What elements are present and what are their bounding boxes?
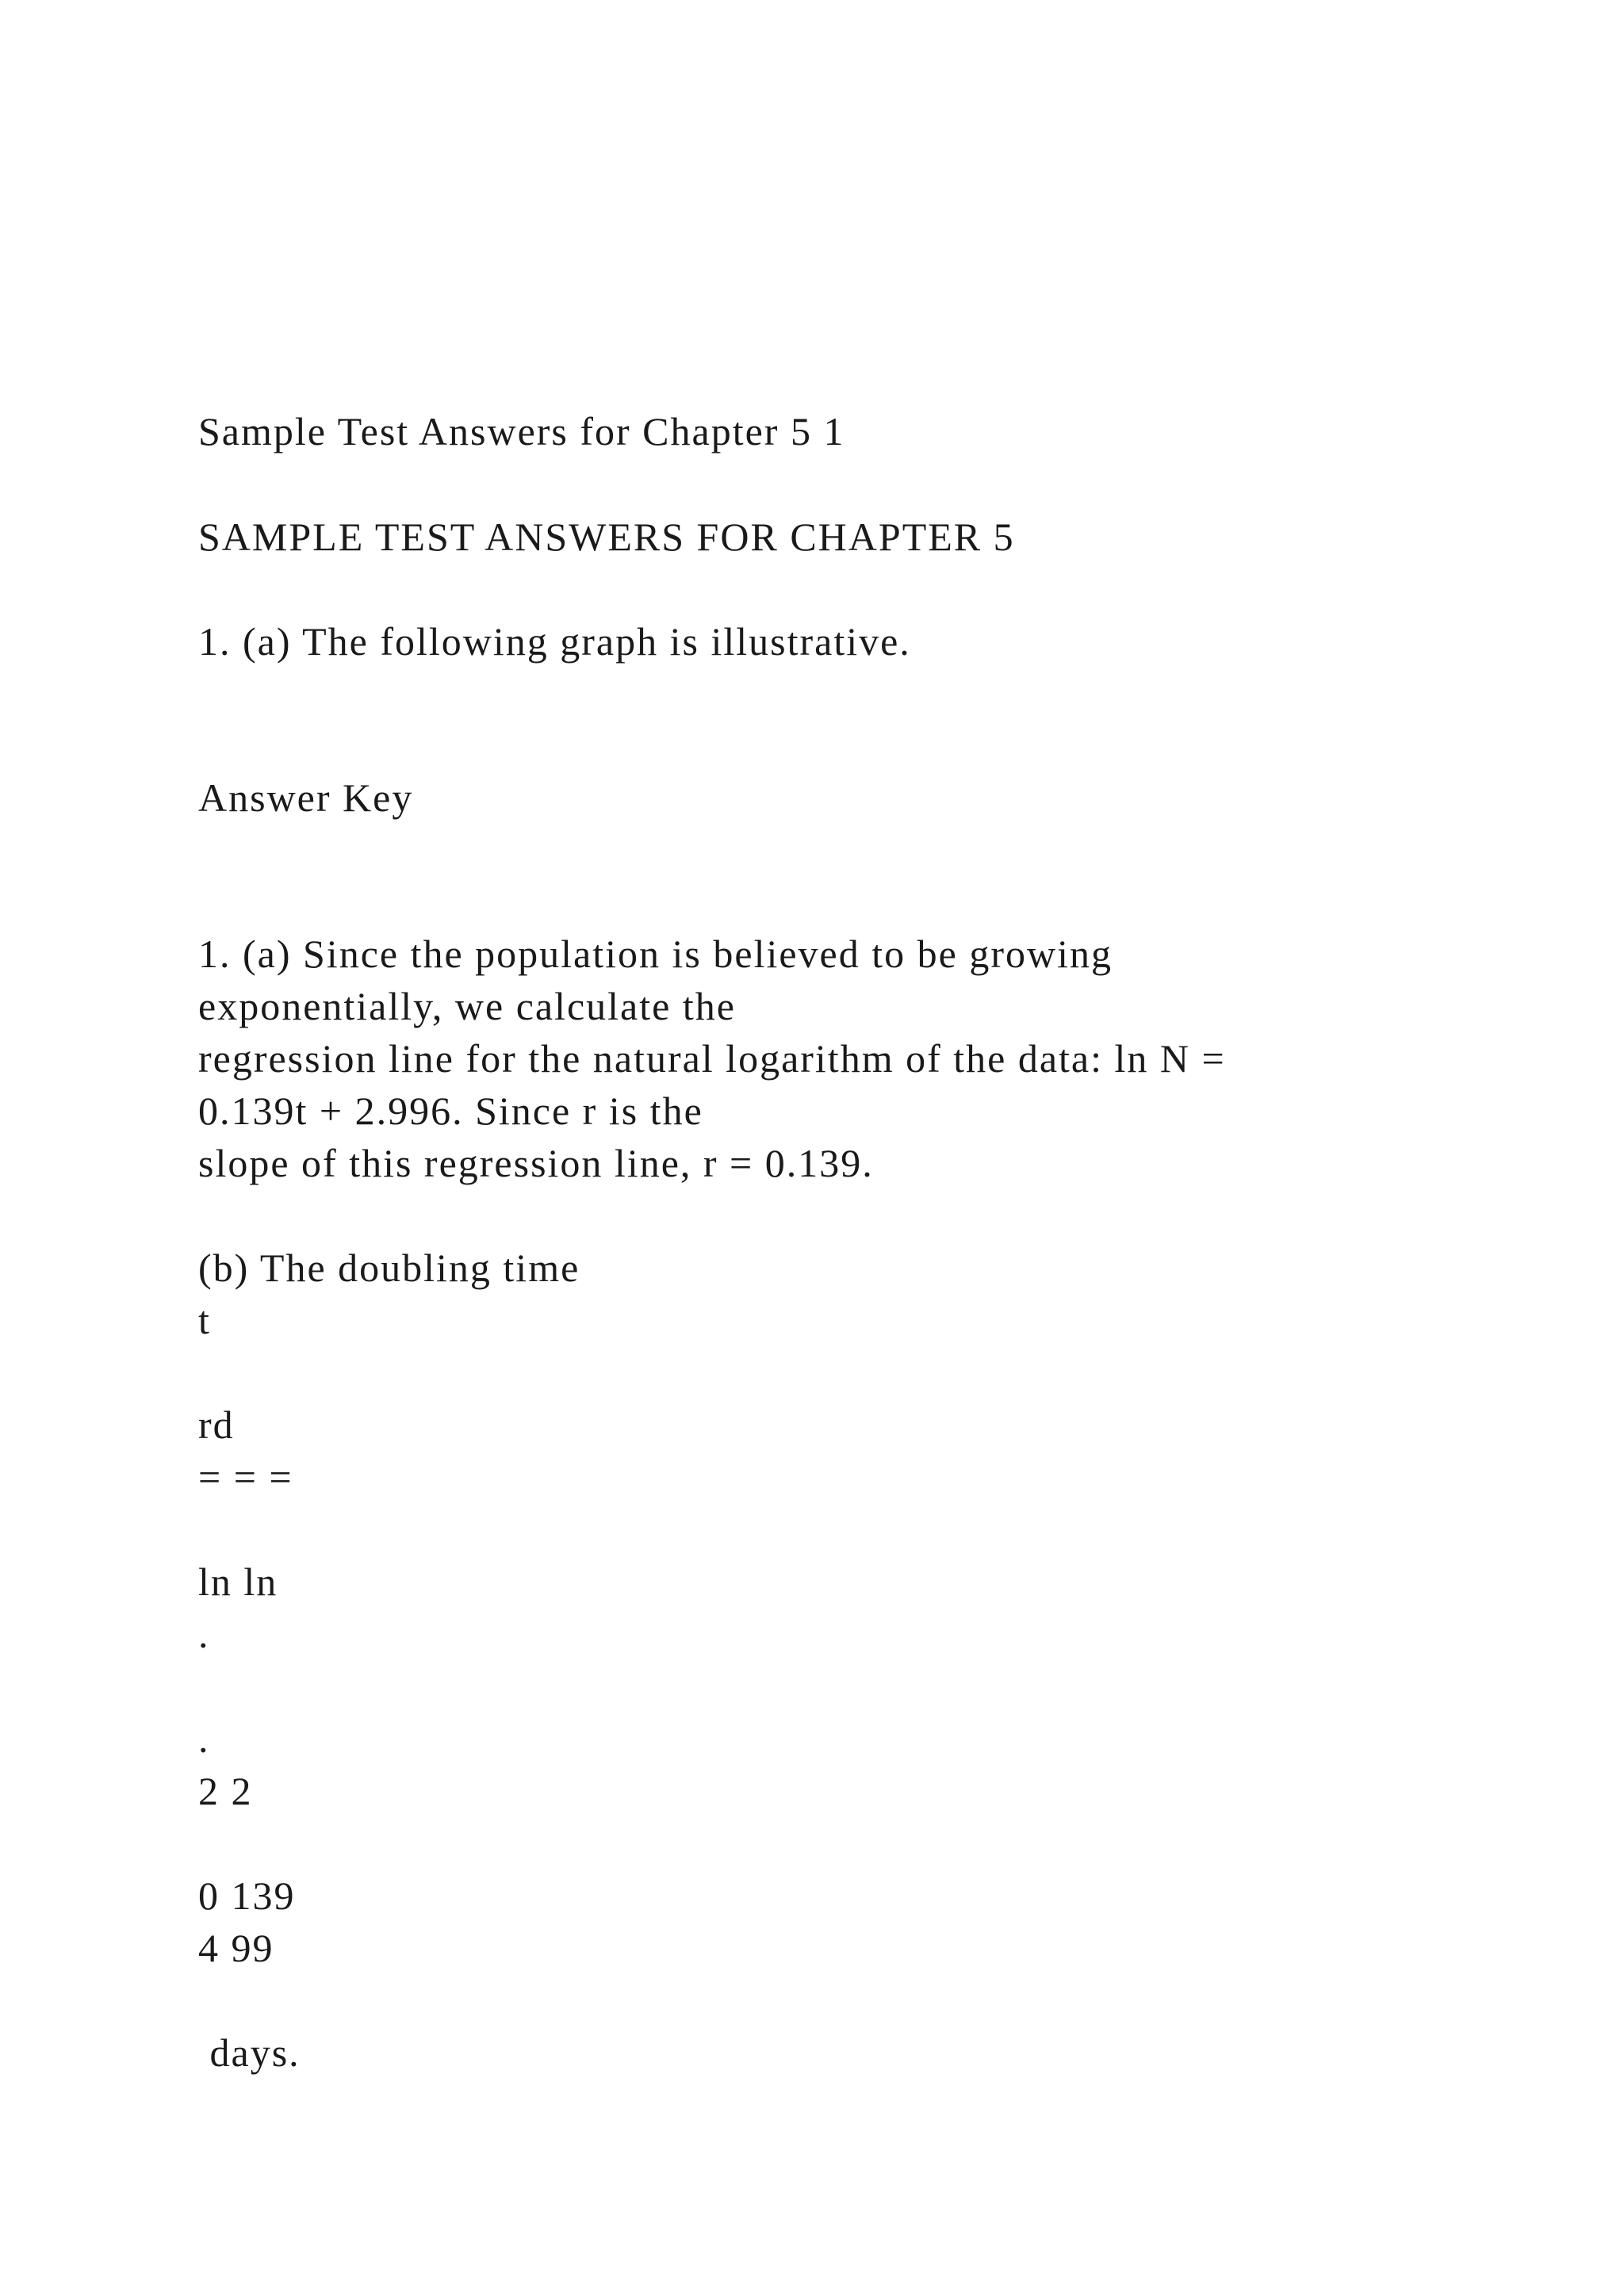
answer-key-heading: Answer Key [198, 775, 414, 820]
answer-1b-line: 2 2 [198, 1769, 253, 1813]
document-title: SAMPLE TEST ANSWERS FOR CHAPTER 5 [198, 515, 1015, 559]
page-header: Sample Test Answers for Chapter 5 1 [198, 409, 845, 453]
answer-1b-line: ln ln [198, 1559, 278, 1604]
answer-1b-line: 0 139 [198, 1873, 296, 1918]
answer-1a-line: exponentially, we calculate the [198, 984, 736, 1028]
answer-1a-line: 1. (a) Since the population is believed to be growing [198, 932, 1113, 976]
answer-1b-line: rd [198, 1402, 235, 1447]
answer-1b-line: 4 99 [198, 1926, 274, 1970]
answer-1b-line: . [198, 1716, 210, 1761]
answer-1b-line: . [198, 1612, 210, 1656]
answer-1b-line: days. [198, 2030, 301, 2075]
question-1a-intro: 1. (a) The following graph is illustrative. [198, 619, 911, 664]
answer-1b-line: = = = [198, 1455, 293, 1499]
answer-1a-line: 0.139t + 2.996. Since r is the [198, 1089, 703, 1133]
answer-1a-line: slope of this regression line, r = 0.139. [198, 1141, 874, 1185]
answer-1b-line: t [198, 1298, 211, 1342]
answer-1a-line: regression line for the natural logarithm of the data: ln N = [198, 1036, 1226, 1081]
answer-1b-line: (b) The doubling time [198, 1246, 580, 1290]
